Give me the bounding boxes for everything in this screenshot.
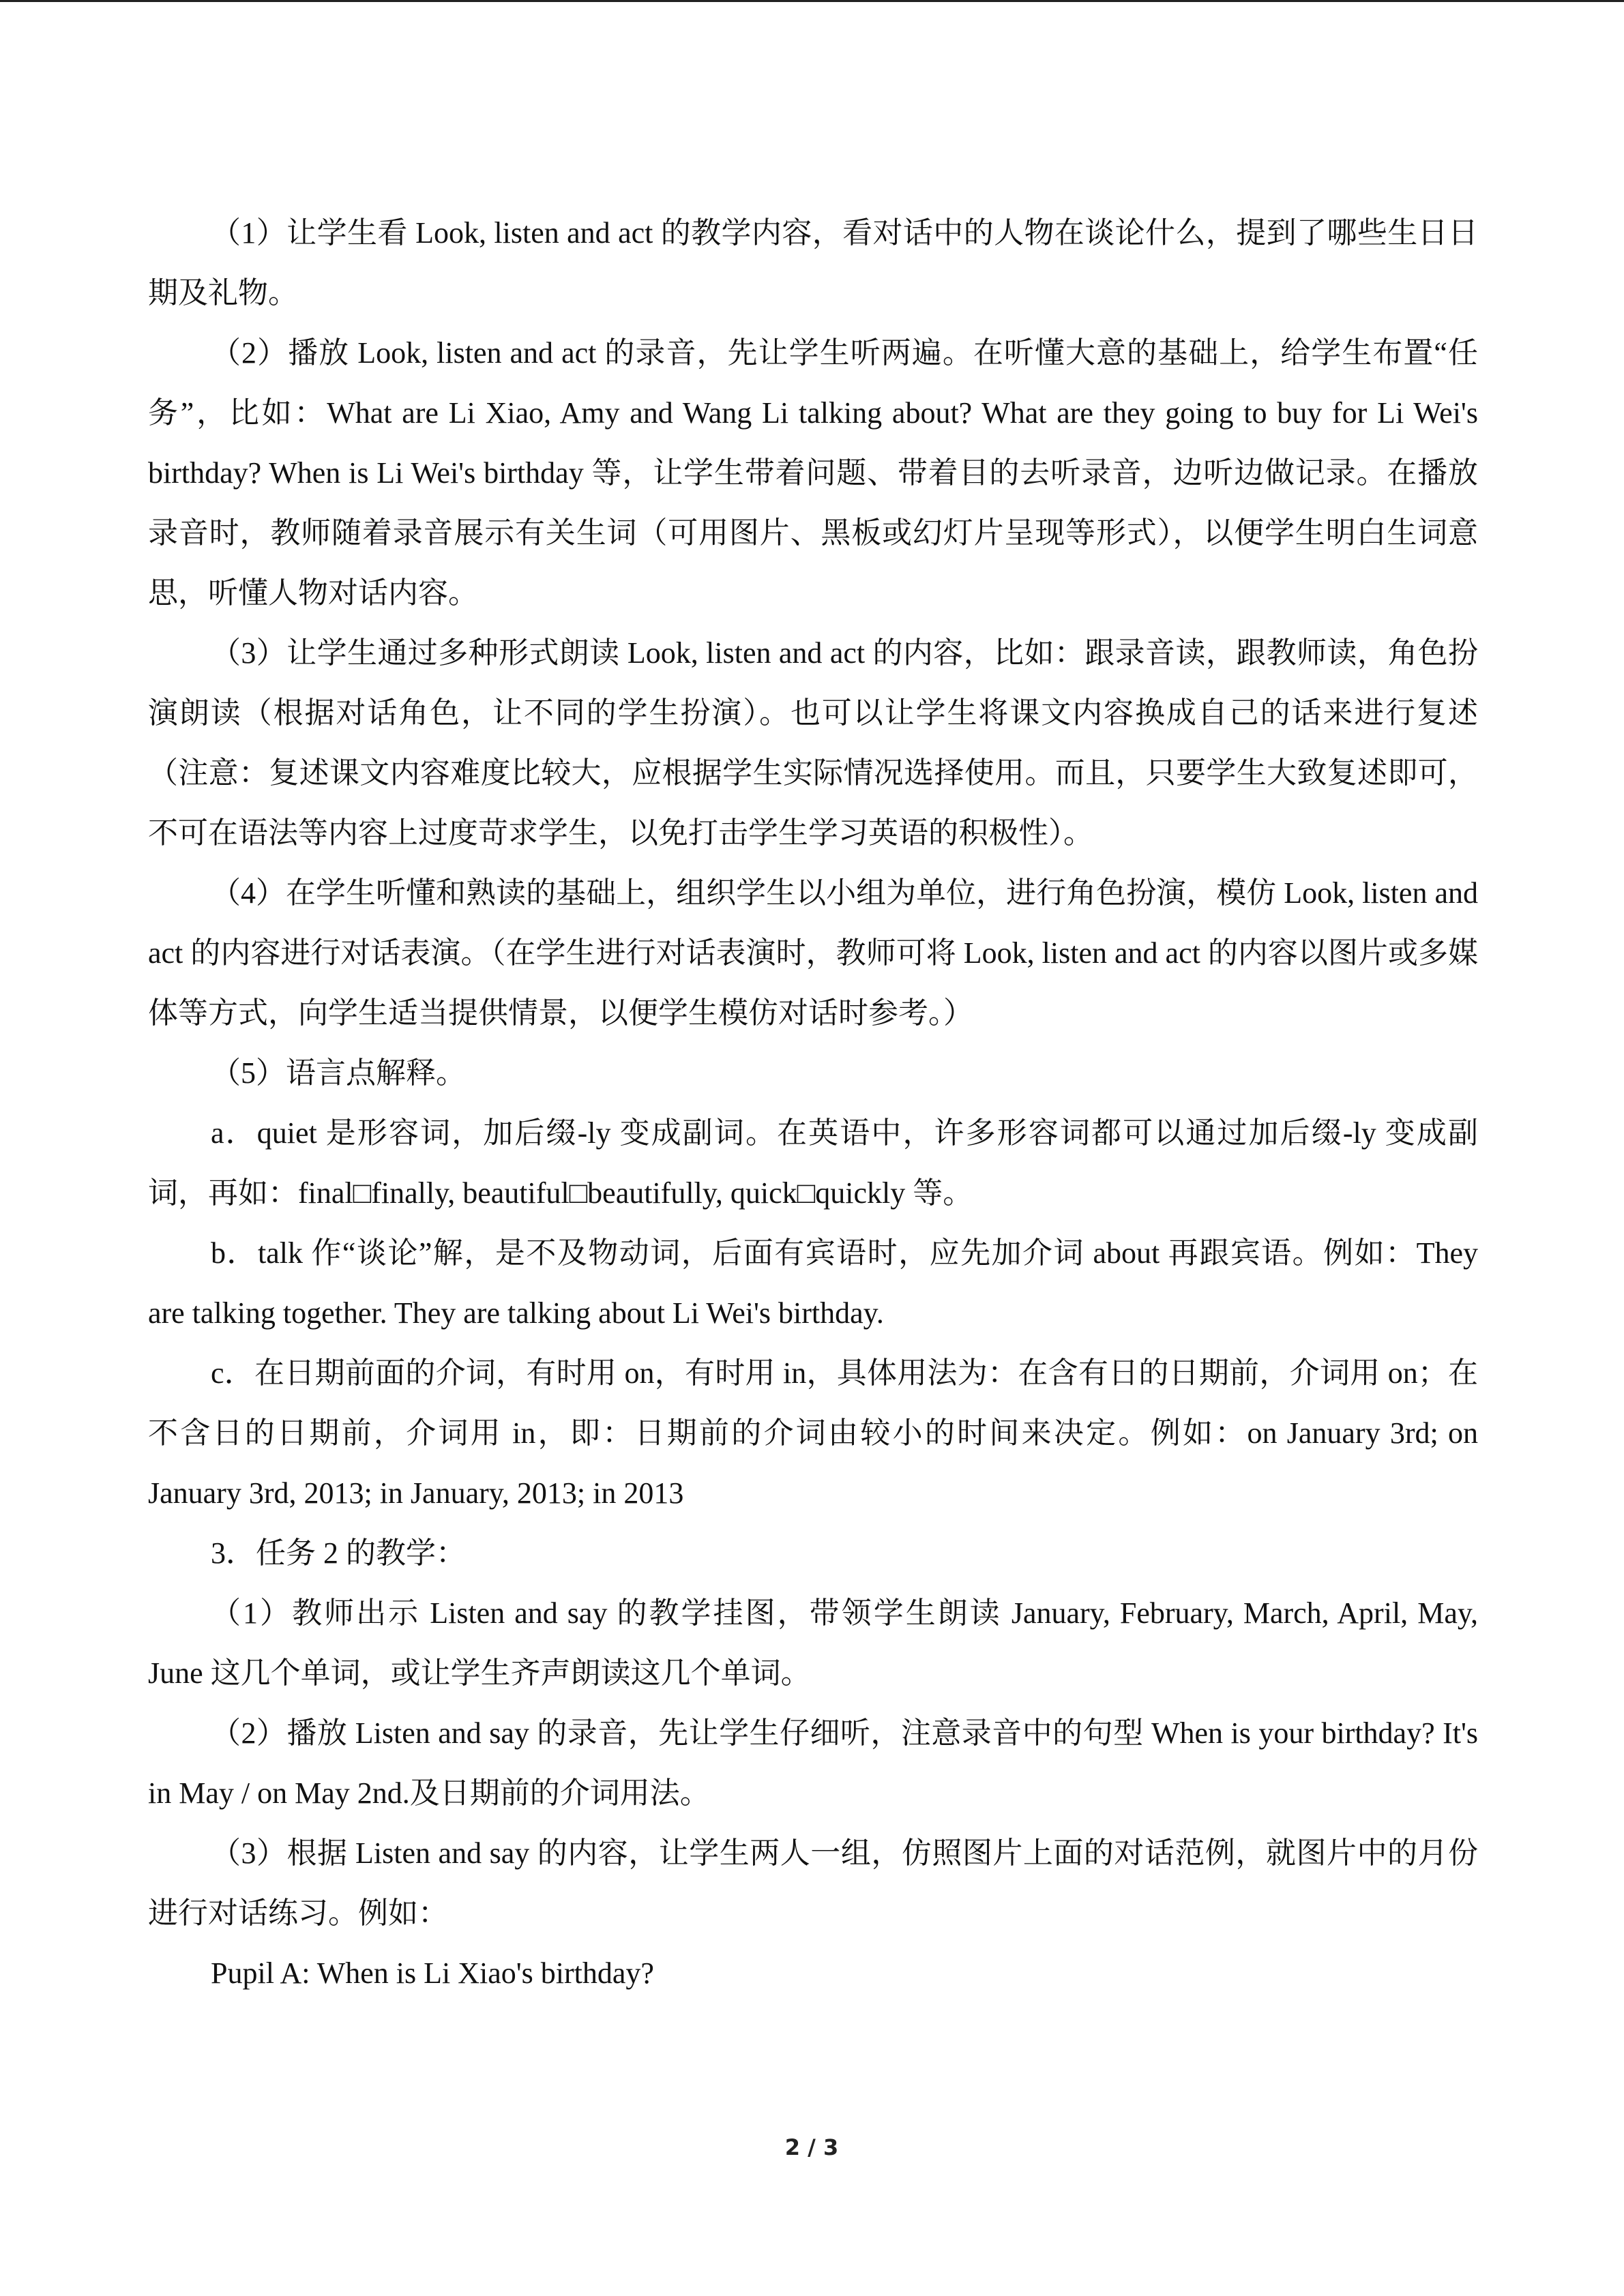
paragraph-task-2-step-2: （2）播放 Listen and say 的录音，先让学生仔细听，注意录音中的句型 When is your birthday? It's in May / on May 2nd.及日期前的介词用法。 (148, 1716, 1478, 1810)
paragraph-look-listen-act-intro: （1）让学生看 Look, listen and act 的教学内容，看对话中的人物在谈论什么，提到了哪些生日日期及礼物。 (148, 216, 1478, 310)
paragraph-play-recording: （2）播放 Look, listen and act 的录音，先让学生听两遍。在听懂大意的基础上，给学生布置“任务”，比如：What are Li Xiao, Amy and Wang Li talking about? What are they going to buy for Li Wei's birthday? When is Li Wei's birthday 等，让学生带着问题、带着目的去听录音，边听边做记录。在播放录音时，教师随着录音展示有关生词（可用图片、黑板或幻灯片呈现等形式），以便学生明白生词意思，听懂人物对话内容。 (148, 336, 1478, 610)
paragraph-task-2-heading: 3．任务 2 的教学： (211, 1536, 466, 1570)
paragraph-language-points-heading: （5）语言点解释。 (211, 1056, 466, 1090)
paragraph-role-play: （4）在学生听懂和熟读的基础上，组织学生以小组为单位，进行角色扮演，模仿 Look, listen and act 的内容进行对话表演。（在学生进行对话表演时，教师可将 Look, listen and act 的内容以图片或多媒体等方式，向学生适当提供情景，以便学生模仿对话时参考。） (148, 876, 1478, 1030)
paragraph-dialogue-example: Pupil A: When is Li Xiao's birthday? (211, 1956, 654, 1990)
top-border-rule (0, 0, 1624, 2)
document-body (148, 203, 1478, 2003)
paragraph-point-a: a．quiet 是形容词，加后缀-ly 变成副词。在英语中，许多形容词都可以通过加后缀-ly 变成副词，再如：final□finally, beautiful□beautifully, quick□quickly 等。 (148, 1116, 1478, 1210)
paragraph-task-2-step-3: （3）根据 Listen and say 的内容，让学生两人一组，仿照图片上面的对话范例，就图片中的月份进行对话练习。例如： (148, 1836, 1478, 1930)
paragraph-point-b: b．talk 作“谈论”解，是不及物动词，后面有宾语时，应先加介词 about 再跟宾语。例如：They are talking together. They are talking about Li Wei's birthday. (148, 1236, 1478, 1330)
paragraph-point-c: c．在日期前面的介词，有时用 on，有时用 in，具体用法为：在含有日的日期前，介词用 on；在不含日的日期前，介词用 in，即：日期前的介词由较小的时间来决定。例如：on January 3rd; on January 3rd, 2013; in January, 2013; in 2013 (148, 1356, 1478, 1510)
page-number: 2 / 3 (784, 2134, 839, 2160)
paragraph-task-2-step-1: （1）教师出示 Listen and say 的教学挂图，带领学生朗读 January, February, March, April, May, June 这几个单词，或让学生齐声朗读这几个单词。 (148, 1596, 1478, 1690)
paragraph-reading-forms: （3）让学生通过多种形式朗读 Look, listen and act 的内容，比如：跟录音读，跟教师读，角色扮演朗读（根据对话角色，让不同的学生扮演）。也可以让学生将课文内容换成自己的话来进行复述（注意：复述课文内容难度比较大，应根据学生实际情况选择使用。而且，只要学生大致复述即可，不可在语法等内容上过度苛求学生，以免打击学生学习英语的积极性）。 (148, 636, 1478, 850)
